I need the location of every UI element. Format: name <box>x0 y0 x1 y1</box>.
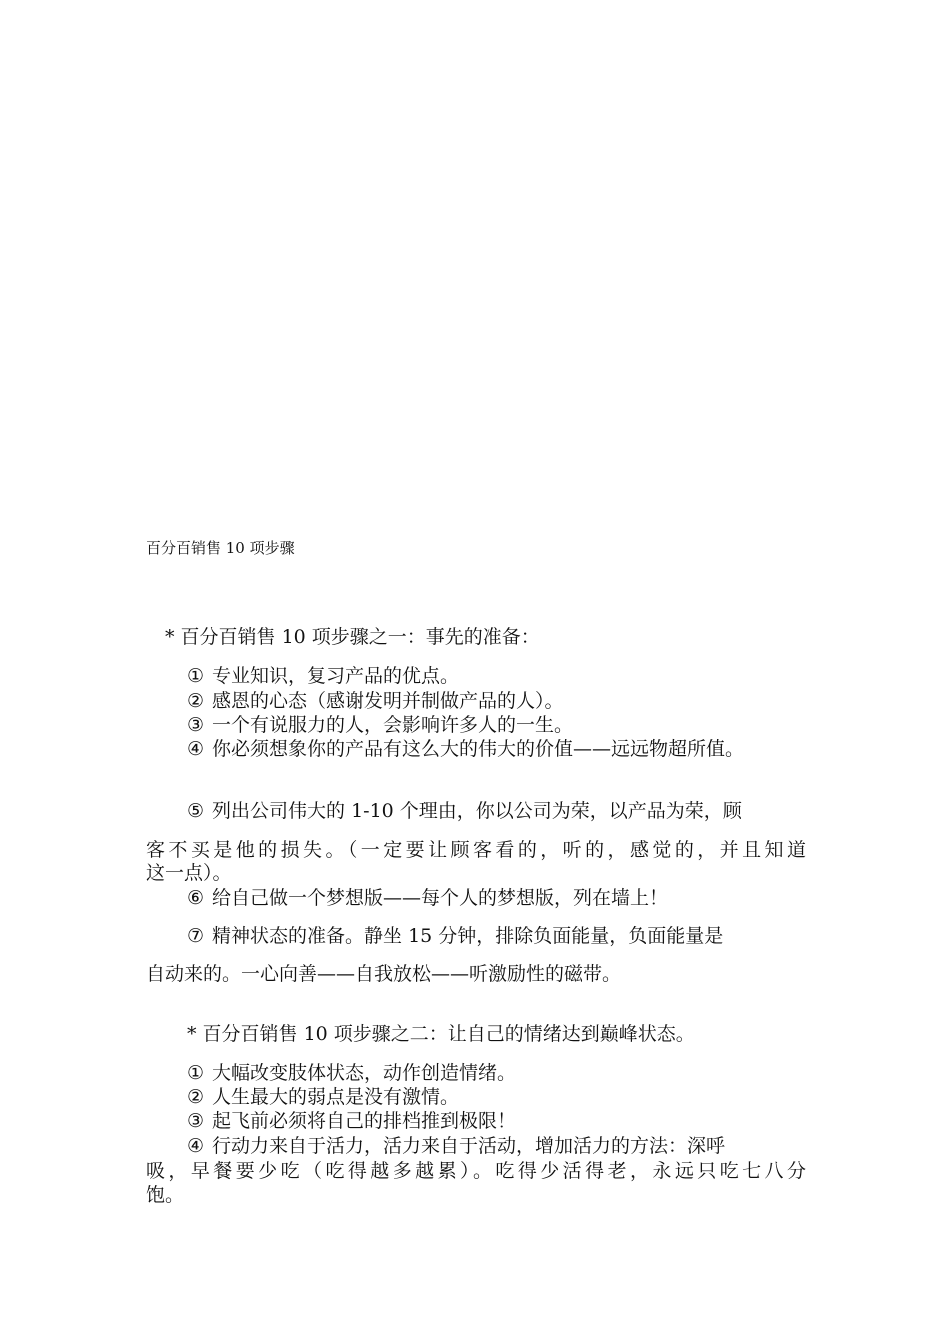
item-text-line: 自动来的。一心向善——自我放松——听激励性的磁带。 <box>146 963 622 985</box>
item-text-line: 行动力来自于活力，活力来自于活动，增加活力的方法：深呼 <box>212 1135 726 1157</box>
item-text-line: 精神状态的准备。静坐 15 分钟，排除负面能量，负面能量是 <box>212 925 724 947</box>
list-item <box>187 924 723 949</box>
item-text: 感恩的心态（感谢发明并制做产品的人）。 <box>212 690 564 712</box>
item-number: ④ <box>187 738 205 760</box>
list-item <box>187 1134 725 1159</box>
item-number: ⑥ <box>187 887 205 909</box>
item-number: ⑤ <box>187 800 205 822</box>
item-text: 给自己做一个梦想版——每个人的梦想版，列在墙上！ <box>212 887 669 909</box>
item-text: 起飞前必须将自己的排档推到极限！ <box>212 1110 517 1132</box>
list-item <box>187 737 744 762</box>
list-item <box>187 713 573 738</box>
item-text: 人生最大的弱点是没有激情。 <box>212 1086 460 1108</box>
item-text: 专业知识，复习产品的优点。 <box>212 665 460 687</box>
list-item <box>187 799 742 824</box>
list-item <box>187 886 668 911</box>
item-text-line: 这一点）。 <box>146 862 232 884</box>
item-text: 一个有说服力的人，会影响许多人的一生。 <box>212 714 574 736</box>
document-title: 百分百销售 10 项步骤 <box>146 539 295 557</box>
item-number: ① <box>187 1062 205 1084</box>
list-item <box>187 1109 516 1134</box>
item-text-line: 吸，早餐要少吃（吃得越多越累）。吃得少活得老，永远只吃七八分 <box>146 1160 806 1182</box>
item-number: ① <box>187 665 205 687</box>
section1-heading: * 百分百销售 10 项步骤之一：事先的准备： <box>165 626 540 648</box>
list-item <box>187 664 459 689</box>
item-text: 大幅改变肢体状态，动作创造情绪。 <box>212 1062 517 1084</box>
item-number: ④ <box>187 1135 205 1157</box>
list-item <box>187 1061 516 1086</box>
list-item <box>187 1085 459 1110</box>
item-number: ⑦ <box>187 925 205 947</box>
item-number: ③ <box>187 1110 205 1132</box>
item-number: ② <box>187 1086 205 1108</box>
item-text: 你必须想象你的产品有这么大的伟大的价值——远远物超所值。 <box>212 738 745 760</box>
item-number: ② <box>187 690 205 712</box>
list-item <box>187 689 564 714</box>
item-text-line: 客不买是他的损失。（一定要让顾客看的，听的，感觉的，并且知道 <box>146 839 806 861</box>
item-number: ③ <box>187 714 205 736</box>
section2-heading: * 百分百销售 10 项步骤之二：让自己的情绪达到巅峰状态。 <box>187 1023 695 1045</box>
item-text-line: 列出公司伟大的 1-10 个理由，你以公司为荣，以产品为荣，顾 <box>212 800 742 822</box>
item-text-line: 饱。 <box>146 1184 185 1206</box>
